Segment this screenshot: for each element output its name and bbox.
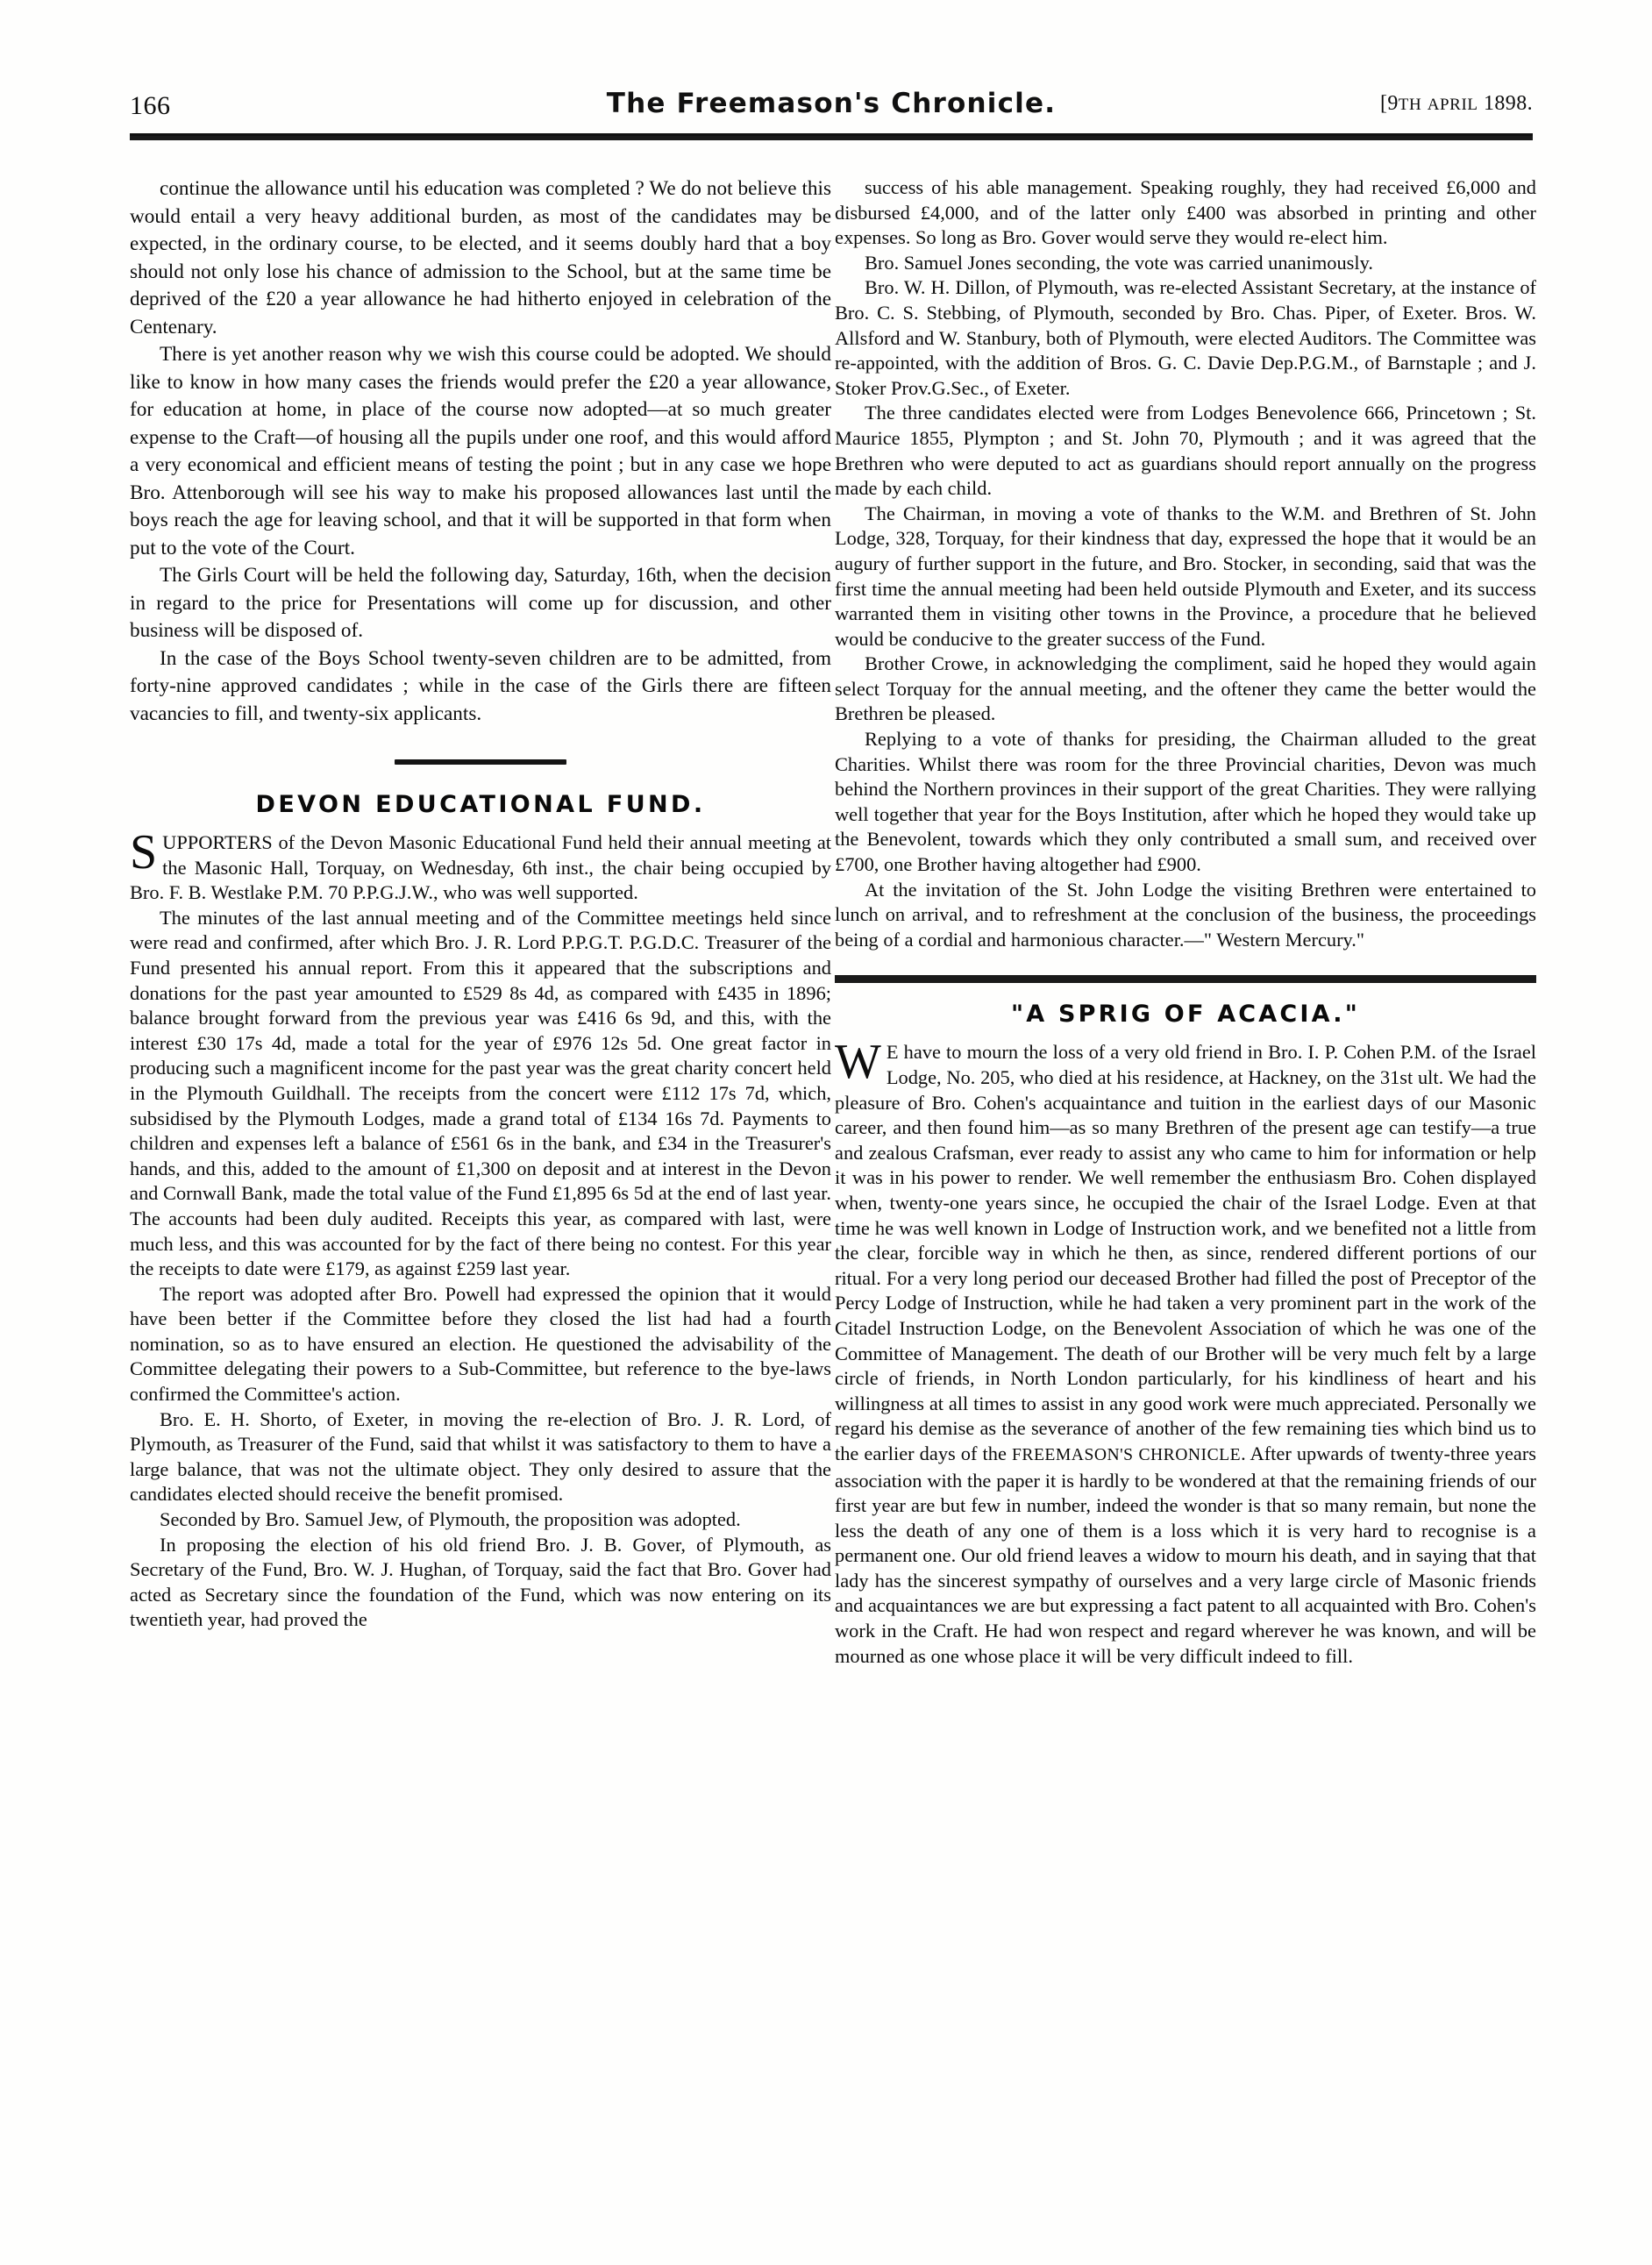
devon-fund-paragraph: In proposing the election of his old friend Bro. J. B. Gover, of Plymouth, as Secretary of the Fund, Bro. W. J. Hughan, of Torquay, said the fact that Bro. Gover had acted as Secretary since the foundation of the Fund, which was now entering on its twentieth year, had proved the <box>130 1533 831 1631</box>
leader-paragraph: The Girls Court will be held the following day, Saturday, 16th, when the decision in regard to the price for Presentations will come up for discussion, and other business will be disposed of. <box>130 564 831 642</box>
issue-date <box>1380 92 1533 116</box>
devon-fund-paragraph: Bro. W. H. Dillon, of Plymouth, was re-elected Assistant Secretary, at the instance of Bro. C. S. Stebbing, of Plymouth, seconded by Bro. Chas. Piper, of Exeter. Bros. W. Allsford and W. Stanbury, both of Plymouth, were elected Auditors. The Committee was re-appointed, with the addition of Bros. G. C. Davie Dep.P.G.M., of Barnstaple ; and J. Stoker Prov.G.Sec., of Exeter. <box>835 276 1536 399</box>
devon-fund-paragraph: Seconded by Bro. Samuel Jew, of Plymouth, the proposition was adopted. <box>160 1508 741 1531</box>
masthead-rule <box>130 133 1533 140</box>
acacia-article-body <box>835 1035 1537 1669</box>
leader-paragraph: continue the allowance until his education was completed ? We do not believe this would entail a very heavy additional burden, as most of the candidates may be expected, in the ordinary course, to be elected, and it seems doubly hard that a boy should not only lose his chance of admission to the School, but at the same time be deprived of the £20 a year allowance he had hitherto enjoyed in celebration of the Centenary. <box>130 177 831 338</box>
devon-fund-paragraph: Replying to a vote of thanks for presiding, the Chairman alluded to the great Charities. Whilst there was room for the three Provincial charities, Devon was much behind the Northern provinces in their support of the great Charities. They were rallying well together that year for the Boys Institution, after which he hoped they would take up the Benevolent, towards which they only contributed a small sum, and received over £700, one Brother having altogether had £900. <box>835 728 1536 876</box>
devon-fund-paragraph: The minutes of the last annual meeting and of the Committee meetings held since were read and confirmed, after which Bro. J. R. Lord P.P.G.T. P.G.D.C. Treasurer of the Fund presented his annual report. From this it appeared that the subscriptions and donations for the past year amounted to £529 8s 4d, as compared with £435 in 1896; balance brought forward from the previous year was £416 6s 9d, and this, with the interest £30 17s 4d, made a total for the year of £976 12s 5d. One great factor in producing such a magnificent income for the past year was the great charity concert held in the Plymouth Guildhall. The receipts from the concert were £112 17s 7d, which, subsidised by the Plymouth Lodges, made a grand total of £134 16s 7d. Payments to children and expenses left a balance of £561 6s in the bank, and £34 in the Treasurer's hands, and this, added to the amount of £1,300 on deposit and at interest in the Devon and Cornwall Bank, made the total value of the Fund £1,895 6s 5d at the end of last year. The accounts had been duly audited. Receipts this year, as compared with last, were much less, and this was accounted for by the fact of there being no contest. For this year the receipts to date were £179, as against £259 last year. <box>130 906 831 1280</box>
paper-name-smallcaps: FREEMASON'S CHRONICLE <box>1011 1445 1242 1464</box>
devon-fund-paragraph: The three candidates elected were from Lodges Benevolence 666, Princetown ; St. Maurice 1855, Plympton ; and St. John 70, Plymouth ; and it was agreed that the Brethren who were deputed to act as guardians should report annually on the progress made by each child. <box>835 402 1536 500</box>
issue-day: 9 <box>1387 92 1399 115</box>
page-number: 166 <box>130 91 171 120</box>
issue-month: APRIL <box>1427 96 1478 114</box>
devon-fund-paragraph: Bro. Samuel Jones seconding, the vote was carried unanimously. <box>865 251 1373 274</box>
article-divider <box>835 975 1536 983</box>
devon-fund-paragraph: Brother Crowe, in acknowledging the compliment, said he hoped they would again select Torquay for the annual meeting, and the oftener they came the better would the Brethren be pleased. <box>835 652 1536 725</box>
acacia-opening-text: E have to mourn the loss of a very old friend in Bro. I. P. Cohen P.M. of the Israel Lodge, No. 205, who died at his residence, at Hackney, on the 31st ult. We had the pleasure of Bro. Cohen's acquaintance and tuition in the earliest days of our Masonic career, and then found him—as so many Brethren of the present age can testify—a true and zealous Crafsman, ever ready to assist any who came to him for information or help it was in his power to render. We well remember the enthusiasm Bro. Cohen displayed when, twenty-one years since, he occupied the chair of the Israel Lodge. Even at that time he was well known in Lodge of Instruction work, and we benefited not a little from the clear, forcible way in which he then, as since, rendered different portions of our ritual. For a very long period our deceased Brother had filled the post of Preceptor of the Percy Lodge of Instruction, while he had taken a very prominent part in the work of the Citadel Instruction Lodge, on the Benevolent Association of which he was one of the Committee of Management. The death of our Brother will be very much felt by a large circle of friends, in North London particularly, for his kindliness of heart and his willingness at all times to assist in any good work were much appreciated. Personally we regard his demise as the severance of another of the few remaining ties which bind us to the earlier days of the <box>835 1041 1536 1464</box>
left-column <box>130 175 831 1633</box>
devon-fund-paragraph: The Chairman, in moving a vote of thanks to the W.M. and Brethren of St. John Lodge, 328, Torquay, for their kindness that day, expressed the hope that it would be an augury of further support in the future, and Bro. Stocker, in seconding, said that was the first time the annual meeting had been held outside Plymouth and Exeter, and its success warranted them in visiting other towns in the Province, a procedure that he believed would be conducive to the greater success of the Fund. <box>835 502 1536 650</box>
right-column <box>835 175 1536 1669</box>
leader-paragraph: In the case of the Boys School twenty-seven children are to be admitted, from forty-nine approved candidates ; while in the case of the Girls there are fifteen vacancies to fill, and twenty-six applicants. <box>130 646 831 725</box>
publication-title: The Freemason's Chronicle. <box>606 88 1057 119</box>
issue-year: 1898. <box>1484 92 1533 115</box>
acacia-heading: "A SPRIG OF ACACIA." <box>1011 1001 1360 1029</box>
devon-fund-paragraph: success of his able management. Speaking roughly, they had received £6,000 and disbursed £4,000, and of the latter only £400 was absorbed in printing and other expenses. So long as Bro. Gover would serve they would re-elect him. <box>835 176 1536 249</box>
acacia-closing-text: . After upwards of twenty-three years association with the paper it is hardly to be wondered at that the remaining friends of our first year are but few in number, indeed the wonder is that so many remain, but none the less the death of any one of them is a loss which it is very hard to recognise is a permanent one. Our old friend leaves a widow to mourn his death, and in saying that that lady has the sincerest sympathy of ourselves and a very large circle of Masonic friends and acquaintances we are but expressing a fact patent to all acquainted with Bro. Cohen's work in the Craft. He had won respect and regard wherever he was known, and will be mourned as one whose place it will be very difficult indeed to fill. <box>835 1442 1537 1667</box>
devon-fund-paragraph: Bro. E. H. Shorto, of Exeter, in moving the re-election of Bro. J. R. Lord, of Plymouth, as Treasurer of the Fund, said that whilst it was satisfactory to them to have a large balance, that was not the ultimate object. They only desired to assure that the candidates elected should receive the benefit promised. <box>130 1407 831 1506</box>
drop-cap-letter: S <box>130 825 158 880</box>
leader-paragraph: There is yet another reason why we wish this course could be adopted. We should like to know in how many cases the friends would prefer the £20 a year allowance, for education at home, in place of the course now adopted—at so much greater expense to the Craft—of housing all the pupils under one roof, and this would afford a very economical and efficient means of testing the point ; but in any case we hope Bro. Attenborough will see his way to make his proposed allowances last until the boys reach the age for leaving school, and that it will be supported in that form when put to the vote of the Court. <box>130 343 831 559</box>
devon-fund-opening-text: UPPORTERS of the Devon Masonic Educational Fund held their annual meeting at the Masonic Hall, Torquay, on Wednesday, 6th inst., the chair being occupied by Bro. F. B. Westlake P.M. 70 P.P.G.J.W., who was well supported. <box>130 831 831 904</box>
devon-fund-opening-paragraph <box>130 825 831 906</box>
devon-fund-paragraph: The report was adopted after Bro. Powell had expressed the opinion that it would have been better if the Committee before they closed the list had had a fourth nomination, so as to have ensured an election. He questioned the advisability of the Committee delegating their powers to a Sub-Committee, but reference to the bye-laws confirmed the Committee's action. <box>130 1282 831 1406</box>
masthead <box>130 84 1533 133</box>
drop-cap-letter: W <box>835 1035 881 1090</box>
devon-fund-heading: DEVON EDUCATIONAL FUND. <box>255 791 706 818</box>
issue-bracket: [ <box>1379 92 1388 115</box>
article-divider <box>395 759 566 765</box>
issue-day-suffix: TH <box>1398 96 1422 114</box>
devon-fund-paragraph: At the invitation of the St. John Lodge the visiting Brethren were entertained to lunch on arrival, and to refreshment at the conclusion of the business, the proceedings being of a cordial and harmonious character.—" Western Mercury." <box>835 878 1536 951</box>
